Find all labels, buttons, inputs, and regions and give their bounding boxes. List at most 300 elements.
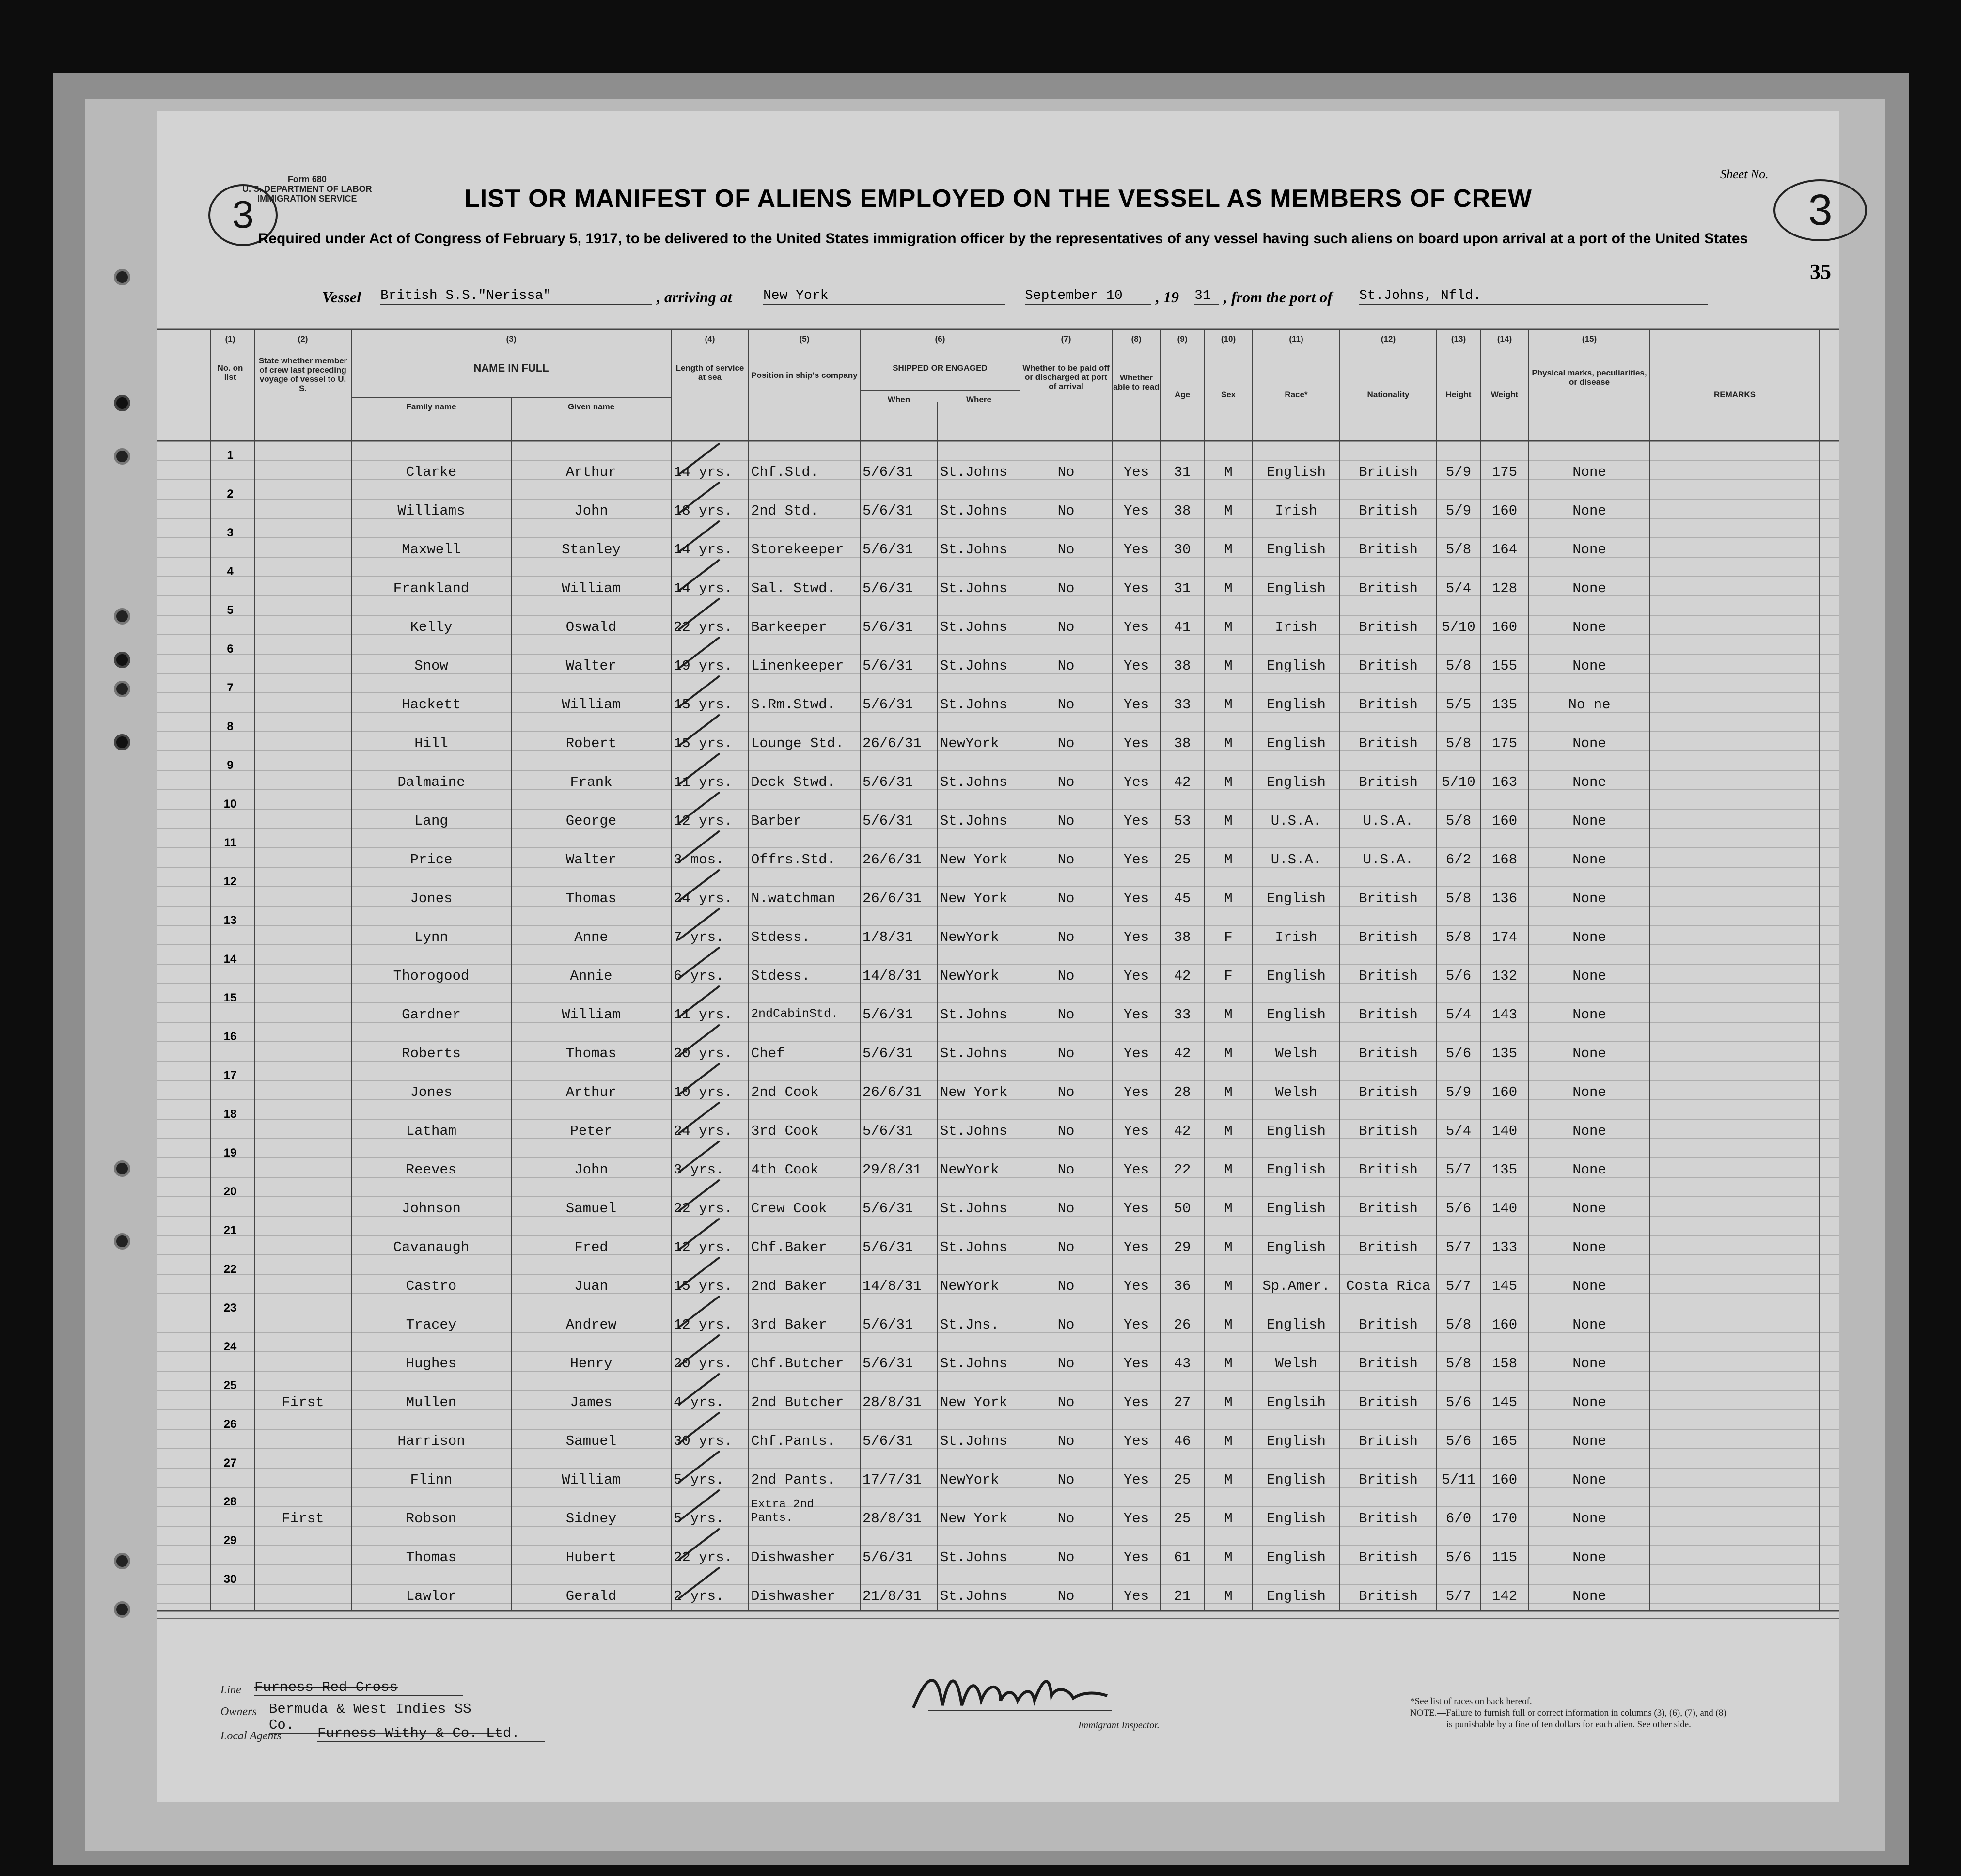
binder-hole (114, 448, 130, 465)
position-cell: Dishwasher (751, 1549, 836, 1565)
paid-off-cell: No (1057, 891, 1075, 907)
given-name-cell: Stanley (562, 542, 621, 558)
where-cell: St.Johns (940, 774, 1008, 790)
given-name-cell: James (570, 1394, 612, 1410)
read-cell: Yes (1123, 774, 1149, 790)
row-number: 24 (223, 1340, 237, 1353)
paid-off-cell: No (1057, 697, 1075, 713)
paid-off-cell: No (1057, 1201, 1075, 1217)
row-number: 26 (223, 1418, 237, 1431)
sex-cell: M (1224, 1394, 1233, 1410)
header-no-on-list: No. on list (217, 363, 243, 382)
position-cell: Chf.Pants. (751, 1433, 836, 1449)
position-cell: Storekeeper (751, 542, 844, 558)
race-cell: Irish (1275, 619, 1318, 635)
header-height: Height (1445, 390, 1472, 399)
where-cell: St.Johns (940, 464, 1008, 480)
where-cell: St.Johns (940, 542, 1008, 558)
row-number: 23 (223, 1301, 237, 1314)
sex-cell: M (1224, 1588, 1233, 1604)
row-number: 12 (223, 875, 237, 888)
position-cell: Dishwasher (751, 1588, 836, 1604)
sex-cell: M (1224, 464, 1233, 480)
where-cell: New York (940, 1511, 1008, 1527)
paid-off-cell: No (1057, 619, 1075, 635)
when-cell: 5/6/31 (863, 658, 913, 674)
nationality-cell: British (1359, 891, 1418, 907)
service-cell: 3 mos. (674, 852, 724, 868)
weight-cell: 133 (1491, 1239, 1518, 1255)
paid-off-cell: No (1057, 1162, 1075, 1178)
race-cell: English (1267, 542, 1326, 558)
service-cell: 19 yrs. (674, 658, 733, 674)
position-cell: Lounge Std. (751, 735, 844, 751)
header-sex: Sex (1221, 390, 1236, 399)
given-name-cell: Samuel (565, 1433, 617, 1449)
read-cell: Yes (1123, 697, 1149, 713)
family-name-cell: Kelly (410, 619, 453, 635)
position-cell: 3rd Baker (751, 1317, 827, 1333)
header-paid-off: Whether to be paid off or discharged at port of arrival (1022, 363, 1110, 391)
nationality-cell: British (1359, 1472, 1418, 1488)
where-cell: St.Johns (940, 580, 1008, 596)
weight-cell: 142 (1491, 1588, 1518, 1604)
family-name-cell: Hackett (402, 697, 461, 713)
physical-marks-cell: None (1572, 852, 1606, 868)
sex-cell: M (1224, 1162, 1233, 1178)
age-cell: 45 (1174, 891, 1191, 907)
height-cell: 5/10 (1442, 619, 1475, 635)
weight-cell: 140 (1491, 1201, 1518, 1217)
paid-off-cell: No (1057, 658, 1075, 674)
row-number: 16 (223, 1030, 237, 1043)
family-name-cell: Tracey (406, 1317, 457, 1333)
position-cell: 2ndCabinStd. (751, 1007, 839, 1021)
read-cell: Yes (1123, 1084, 1149, 1100)
read-cell: Yes (1123, 735, 1149, 751)
race-cell: Englsih (1267, 1394, 1326, 1410)
nationality-cell: U.S.A. (1363, 813, 1414, 829)
nationality-cell: British (1359, 542, 1418, 558)
physical-marks-cell: None (1572, 1394, 1606, 1410)
weight-cell: 143 (1491, 1007, 1518, 1023)
family-name-cell: Cavanaugh (393, 1239, 470, 1255)
physical-marks-cell: None (1572, 1472, 1606, 1488)
row-number: 6 (227, 642, 234, 656)
family-name-cell: Lynn (414, 929, 448, 945)
arriving-label: , arriving at (657, 288, 732, 306)
row-number: 28 (223, 1495, 237, 1508)
given-name-cell: Juan (574, 1278, 608, 1294)
age-cell: 33 (1174, 1007, 1191, 1023)
col-num: (4) (705, 334, 715, 344)
when-cell: 5/6/31 (863, 1433, 913, 1449)
nationality-cell: British (1359, 464, 1418, 480)
binder-hole (114, 395, 130, 411)
inspector-signature (909, 1662, 1117, 1730)
position-cell: Extra 2nd Pants. (751, 1498, 814, 1525)
where-cell: NewYork (940, 1162, 999, 1178)
physical-marks-cell: None (1572, 464, 1606, 480)
read-cell: Yes (1123, 503, 1149, 519)
age-cell: 38 (1174, 503, 1191, 519)
when-cell: 5/6/31 (863, 503, 913, 519)
physical-marks-cell: None (1572, 1239, 1606, 1255)
age-cell: 36 (1174, 1278, 1191, 1294)
paid-off-cell: No (1057, 968, 1075, 984)
weight-cell: 135 (1491, 1162, 1518, 1178)
where-cell: St.Johns (940, 1549, 1008, 1565)
penalty-note: NOTE.—Failure to furnish full or correct information in columns (3), (6), (7), and (8) (1410, 1708, 1726, 1718)
header-age: Age (1174, 390, 1191, 399)
col-num: (13) (1451, 334, 1466, 344)
height-cell: 5/4 (1445, 1123, 1472, 1139)
sheet-no-label: Sheet No. (1720, 167, 1769, 181)
height-cell: 5/6 (1445, 1549, 1472, 1565)
service-name: IMMIGRATION SERVICE (257, 194, 357, 203)
nationality-cell: British (1359, 658, 1418, 674)
physical-marks-cell: None (1572, 1123, 1606, 1139)
position-cell: N.watchman (751, 891, 836, 907)
when-cell: 21/8/31 (863, 1588, 922, 1604)
age-cell: 27 (1174, 1394, 1191, 1410)
nationality-cell: U.S.A. (1363, 852, 1414, 868)
row-number: 11 (224, 836, 236, 849)
physical-marks-cell: None (1572, 1046, 1606, 1062)
given-name-cell: Arthur (565, 1084, 617, 1100)
nationality-cell: British (1359, 968, 1418, 984)
position-cell: 2nd Pants. (751, 1472, 836, 1488)
family-name-cell: Frankland (393, 580, 470, 596)
weight-cell: 160 (1491, 1472, 1518, 1488)
physical-marks-cell: None (1572, 1549, 1606, 1565)
weight-cell: 170 (1491, 1511, 1518, 1527)
vessel-value: British S.S."Nerissa" (380, 288, 652, 305)
date-value: September 10 (1025, 288, 1151, 305)
age-cell: 42 (1174, 1123, 1191, 1139)
weight-cell: 160 (1491, 1084, 1518, 1100)
family-name-cell: Roberts (402, 1046, 461, 1062)
service-cell: 7 yrs. (674, 929, 724, 945)
row-number: 17 (223, 1069, 237, 1082)
weight-cell: 175 (1491, 464, 1518, 480)
nationality-cell: British (1359, 735, 1418, 751)
position-cell: 2nd Butcher (751, 1394, 844, 1410)
physical-marks-cell: None (1572, 968, 1606, 984)
when-cell: 26/6/31 (863, 891, 922, 907)
when-cell: 5/6/31 (863, 1317, 913, 1333)
when-cell: 5/6/31 (863, 813, 913, 829)
weight-cell: 145 (1491, 1278, 1518, 1294)
service-cell: 5 yrs. (674, 1511, 724, 1527)
read-cell: Yes (1123, 1278, 1149, 1294)
family-name-cell: Castro (406, 1278, 457, 1294)
position-cell: Linenkeeper (751, 658, 844, 674)
position-cell: Barkeeper (751, 619, 827, 635)
read-cell: Yes (1123, 1433, 1149, 1449)
position-cell: Crew Cook (751, 1201, 827, 1217)
sex-cell: M (1224, 1084, 1233, 1100)
read-cell: Yes (1123, 1201, 1149, 1217)
race-cell: English (1267, 658, 1326, 674)
nationality-cell: British (1359, 1123, 1418, 1139)
where-cell: St.Johns (940, 697, 1008, 713)
nationality-cell: British (1359, 503, 1418, 519)
paid-off-cell: No (1057, 1084, 1075, 1100)
race-cell: Sp.Amer. (1262, 1278, 1330, 1294)
service-cell: 12 yrs. (674, 813, 733, 829)
weight-cell: 165 (1491, 1433, 1518, 1449)
sex-cell: M (1224, 1278, 1233, 1294)
when-cell: 5/6/31 (863, 1549, 913, 1565)
service-cell: 6 yrs. (674, 968, 724, 984)
race-cell: Irish (1275, 929, 1318, 945)
manifest-form (157, 111, 1839, 1802)
given-name-cell: William (562, 1472, 621, 1488)
nationality-cell: British (1359, 580, 1418, 596)
physical-marks-cell: None (1572, 658, 1606, 674)
age-cell: 42 (1174, 774, 1191, 790)
height-cell: 5/11 (1442, 1472, 1475, 1488)
family-name-cell: Hughes (406, 1356, 457, 1372)
header-physical-marks: Physical marks, peculiarities, or disease (1532, 368, 1647, 387)
binder-hole (114, 269, 130, 285)
family-name-cell: Reeves (406, 1162, 457, 1178)
family-name-cell: Clarke (406, 464, 457, 480)
age-cell: 41 (1174, 619, 1191, 635)
row-number: 19 (223, 1146, 237, 1159)
read-cell: Yes (1123, 1162, 1149, 1178)
row-number: 22 (223, 1263, 237, 1276)
read-cell: Yes (1123, 619, 1149, 635)
physical-marks-cell: None (1572, 1433, 1606, 1449)
height-cell: 5/6 (1445, 1201, 1472, 1217)
given-name-cell: Sidney (565, 1511, 617, 1527)
header-remarks: REMARKS (1714, 390, 1756, 399)
col-num: (1) (225, 334, 235, 344)
row-number: 27 (223, 1456, 237, 1470)
when-cell: 5/6/31 (863, 464, 913, 480)
row-number: 29 (223, 1534, 237, 1547)
row-number: 3 (227, 526, 234, 539)
page-number: 35 (1810, 260, 1831, 283)
agents-value: Furness Withy & Co. Ltd. (317, 1725, 545, 1742)
given-name-cell: Annie (570, 968, 612, 984)
penalty-note-cont: is punishable by a fine of ten dollars for each alien. See other side. (1446, 1720, 1691, 1730)
physical-marks-cell: None (1572, 542, 1606, 558)
height-cell: 5/8 (1445, 1317, 1472, 1333)
paid-off-cell: No (1057, 580, 1075, 596)
where-cell: NewYork (940, 929, 999, 945)
page-circle-annotation: 3 (208, 184, 278, 246)
service-cell: 5 yrs. (674, 1472, 724, 1488)
race-cell: Welsh (1275, 1046, 1318, 1062)
owners-label: Owners (220, 1705, 257, 1718)
year-value: 31 (1194, 288, 1219, 305)
height-cell: 5/8 (1445, 929, 1472, 945)
family-name-cell: Mullen (406, 1394, 457, 1410)
where-cell: NewYork (940, 1472, 999, 1488)
nationality-cell: British (1359, 697, 1418, 713)
year-prefix: , 19 (1156, 288, 1179, 306)
when-cell: 26/6/31 (863, 852, 922, 868)
nationality-cell: British (1359, 1588, 1418, 1604)
position-cell: S.Rm.Stwd. (751, 697, 836, 713)
row-number: 13 (223, 914, 237, 927)
nationality-cell: British (1359, 1356, 1418, 1372)
height-cell: 5/6 (1445, 968, 1472, 984)
paid-off-cell: No (1057, 1317, 1075, 1333)
where-cell: St.Jns. (940, 1317, 999, 1333)
when-cell: 26/6/31 (863, 1084, 922, 1100)
sex-cell: M (1224, 1201, 1233, 1217)
when-cell: 5/6/31 (863, 1007, 913, 1023)
sex-cell: M (1224, 542, 1233, 558)
service-cell: 15 yrs. (674, 697, 733, 713)
binder-hole (114, 608, 130, 625)
nationality-cell: British (1359, 1549, 1418, 1565)
header-family-name: Family name (406, 402, 456, 411)
col-num: (6) (935, 334, 945, 344)
sex-cell: M (1224, 619, 1233, 635)
sex-cell: M (1224, 735, 1233, 751)
family-name-cell: Jones (410, 1084, 453, 1100)
physical-marks-cell: None (1572, 1201, 1606, 1217)
given-name-cell: Thomas (565, 891, 617, 907)
read-cell: Yes (1123, 1007, 1149, 1023)
age-cell: 38 (1174, 929, 1191, 945)
read-cell: Yes (1123, 1472, 1149, 1488)
when-cell: 29/8/31 (863, 1162, 922, 1178)
read-cell: Yes (1123, 1394, 1149, 1410)
age-cell: 29 (1174, 1239, 1191, 1255)
where-cell: New York (940, 1394, 1008, 1410)
family-name-cell: Snow (414, 658, 448, 674)
family-name-cell: Williams (397, 503, 465, 519)
sex-cell: M (1224, 1356, 1233, 1372)
header-position: Position in ship's company (751, 371, 858, 380)
where-cell: St.Johns (940, 1433, 1008, 1449)
header-weight: Weight (1490, 390, 1519, 399)
service-cell: 22 yrs. (674, 1201, 733, 1217)
manifest-subtitle: Required under Act of Congress of February 5, 1917, to be delivered to the United States immigration officer by the representatives of any vessel having such aliens on board upon arrival at a port of the United States (258, 231, 1748, 247)
race-cell: Welsh (1275, 1356, 1318, 1372)
agents-label: Local Agents (220, 1730, 282, 1742)
weight-cell: 160 (1491, 1317, 1518, 1333)
race-cell: Irish (1275, 503, 1318, 519)
family-name-cell: Gardner (402, 1007, 461, 1023)
service-cell: 20 yrs. (674, 1046, 733, 1062)
physical-marks-cell: No ne (1568, 697, 1611, 713)
row-number: 1 (227, 449, 234, 462)
family-name-cell: Thorogood (393, 968, 470, 984)
family-name-cell: Lang (414, 813, 448, 829)
where-cell: New York (940, 852, 1008, 868)
height-cell: 5/6 (1445, 1046, 1472, 1062)
service-cell: 22 yrs. (674, 619, 733, 635)
header-where: Where (966, 395, 991, 404)
sex-cell: M (1224, 813, 1233, 829)
race-cell: English (1267, 1472, 1326, 1488)
position-cell: Chef (751, 1046, 785, 1062)
row-number: 15 (223, 991, 237, 1004)
paid-off-cell: No (1057, 1394, 1075, 1410)
position-cell: Offrs.Std. (751, 852, 836, 868)
read-cell: Yes (1123, 1588, 1149, 1604)
read-cell: Yes (1123, 580, 1149, 596)
paid-off-cell: No (1057, 464, 1075, 480)
weight-cell: 145 (1491, 1394, 1518, 1410)
weight-cell: 132 (1491, 968, 1518, 984)
col-num: (9) (1177, 334, 1188, 344)
nationality-cell: British (1359, 929, 1418, 945)
where-cell: New York (940, 891, 1008, 907)
race-cell: U.S.A. (1271, 852, 1322, 868)
paid-off-cell: No (1057, 1588, 1075, 1604)
age-cell: 38 (1174, 658, 1191, 674)
col-num: (10) (1221, 334, 1236, 344)
height-cell: 5/8 (1445, 735, 1472, 751)
sex-cell: M (1224, 1433, 1233, 1449)
service-cell: 14 yrs. (674, 580, 733, 596)
given-name-cell: Robert (565, 735, 617, 751)
vessel-label: Vessel (322, 288, 361, 306)
age-cell: 46 (1174, 1433, 1191, 1449)
read-cell: Yes (1123, 968, 1149, 984)
age-cell: 31 (1174, 464, 1191, 480)
given-name-cell: George (565, 813, 617, 829)
when-cell: 5/6/31 (863, 1201, 913, 1217)
family-name-cell: Lawlor (406, 1588, 457, 1604)
sex-cell: F (1224, 929, 1233, 945)
col-num: (7) (1061, 334, 1071, 344)
family-name-cell: Flinn (410, 1472, 453, 1488)
binder-hole (114, 1160, 130, 1177)
nationality-cell: British (1359, 1007, 1418, 1023)
manifest-title: LIST OR MANIFEST OF ALIENS EMPLOYED ON THE VESSEL AS MEMBERS OF CREW (464, 185, 1532, 213)
given-name-cell: Walter (565, 658, 617, 674)
from-label: , from the port of (1224, 288, 1333, 306)
binder-hole (114, 681, 130, 697)
age-cell: 43 (1174, 1356, 1191, 1372)
physical-marks-cell: None (1572, 813, 1606, 829)
nationality-cell: British (1359, 774, 1418, 790)
paid-off-cell: No (1057, 1278, 1075, 1294)
col-num: (11) (1289, 334, 1303, 344)
race-cell: English (1267, 1201, 1326, 1217)
read-cell: Yes (1123, 852, 1149, 868)
race-cell: English (1267, 464, 1326, 480)
height-cell: 5/6 (1445, 1394, 1472, 1410)
where-cell: NewYork (940, 1278, 999, 1294)
service-cell: 2 yrs. (674, 1588, 724, 1604)
weight-cell: 160 (1491, 619, 1518, 635)
given-name-cell: Peter (570, 1123, 612, 1139)
given-name-cell: John (574, 503, 608, 519)
header-nationality: Nationality (1367, 390, 1410, 399)
height-cell: 5/9 (1445, 1084, 1472, 1100)
when-cell: 5/6/31 (863, 774, 913, 790)
sex-cell: F (1224, 968, 1233, 984)
col-num: (15) (1582, 334, 1597, 344)
physical-marks-cell: None (1572, 774, 1606, 790)
when-cell: 5/6/31 (863, 697, 913, 713)
service-cell: 30 yrs. (674, 1433, 733, 1449)
row-number: 14 (223, 953, 237, 966)
where-cell: St.Johns (940, 1201, 1008, 1217)
header-length-of-service: Length of service at sea (675, 363, 744, 382)
sheet-number: 3 (1773, 179, 1867, 241)
